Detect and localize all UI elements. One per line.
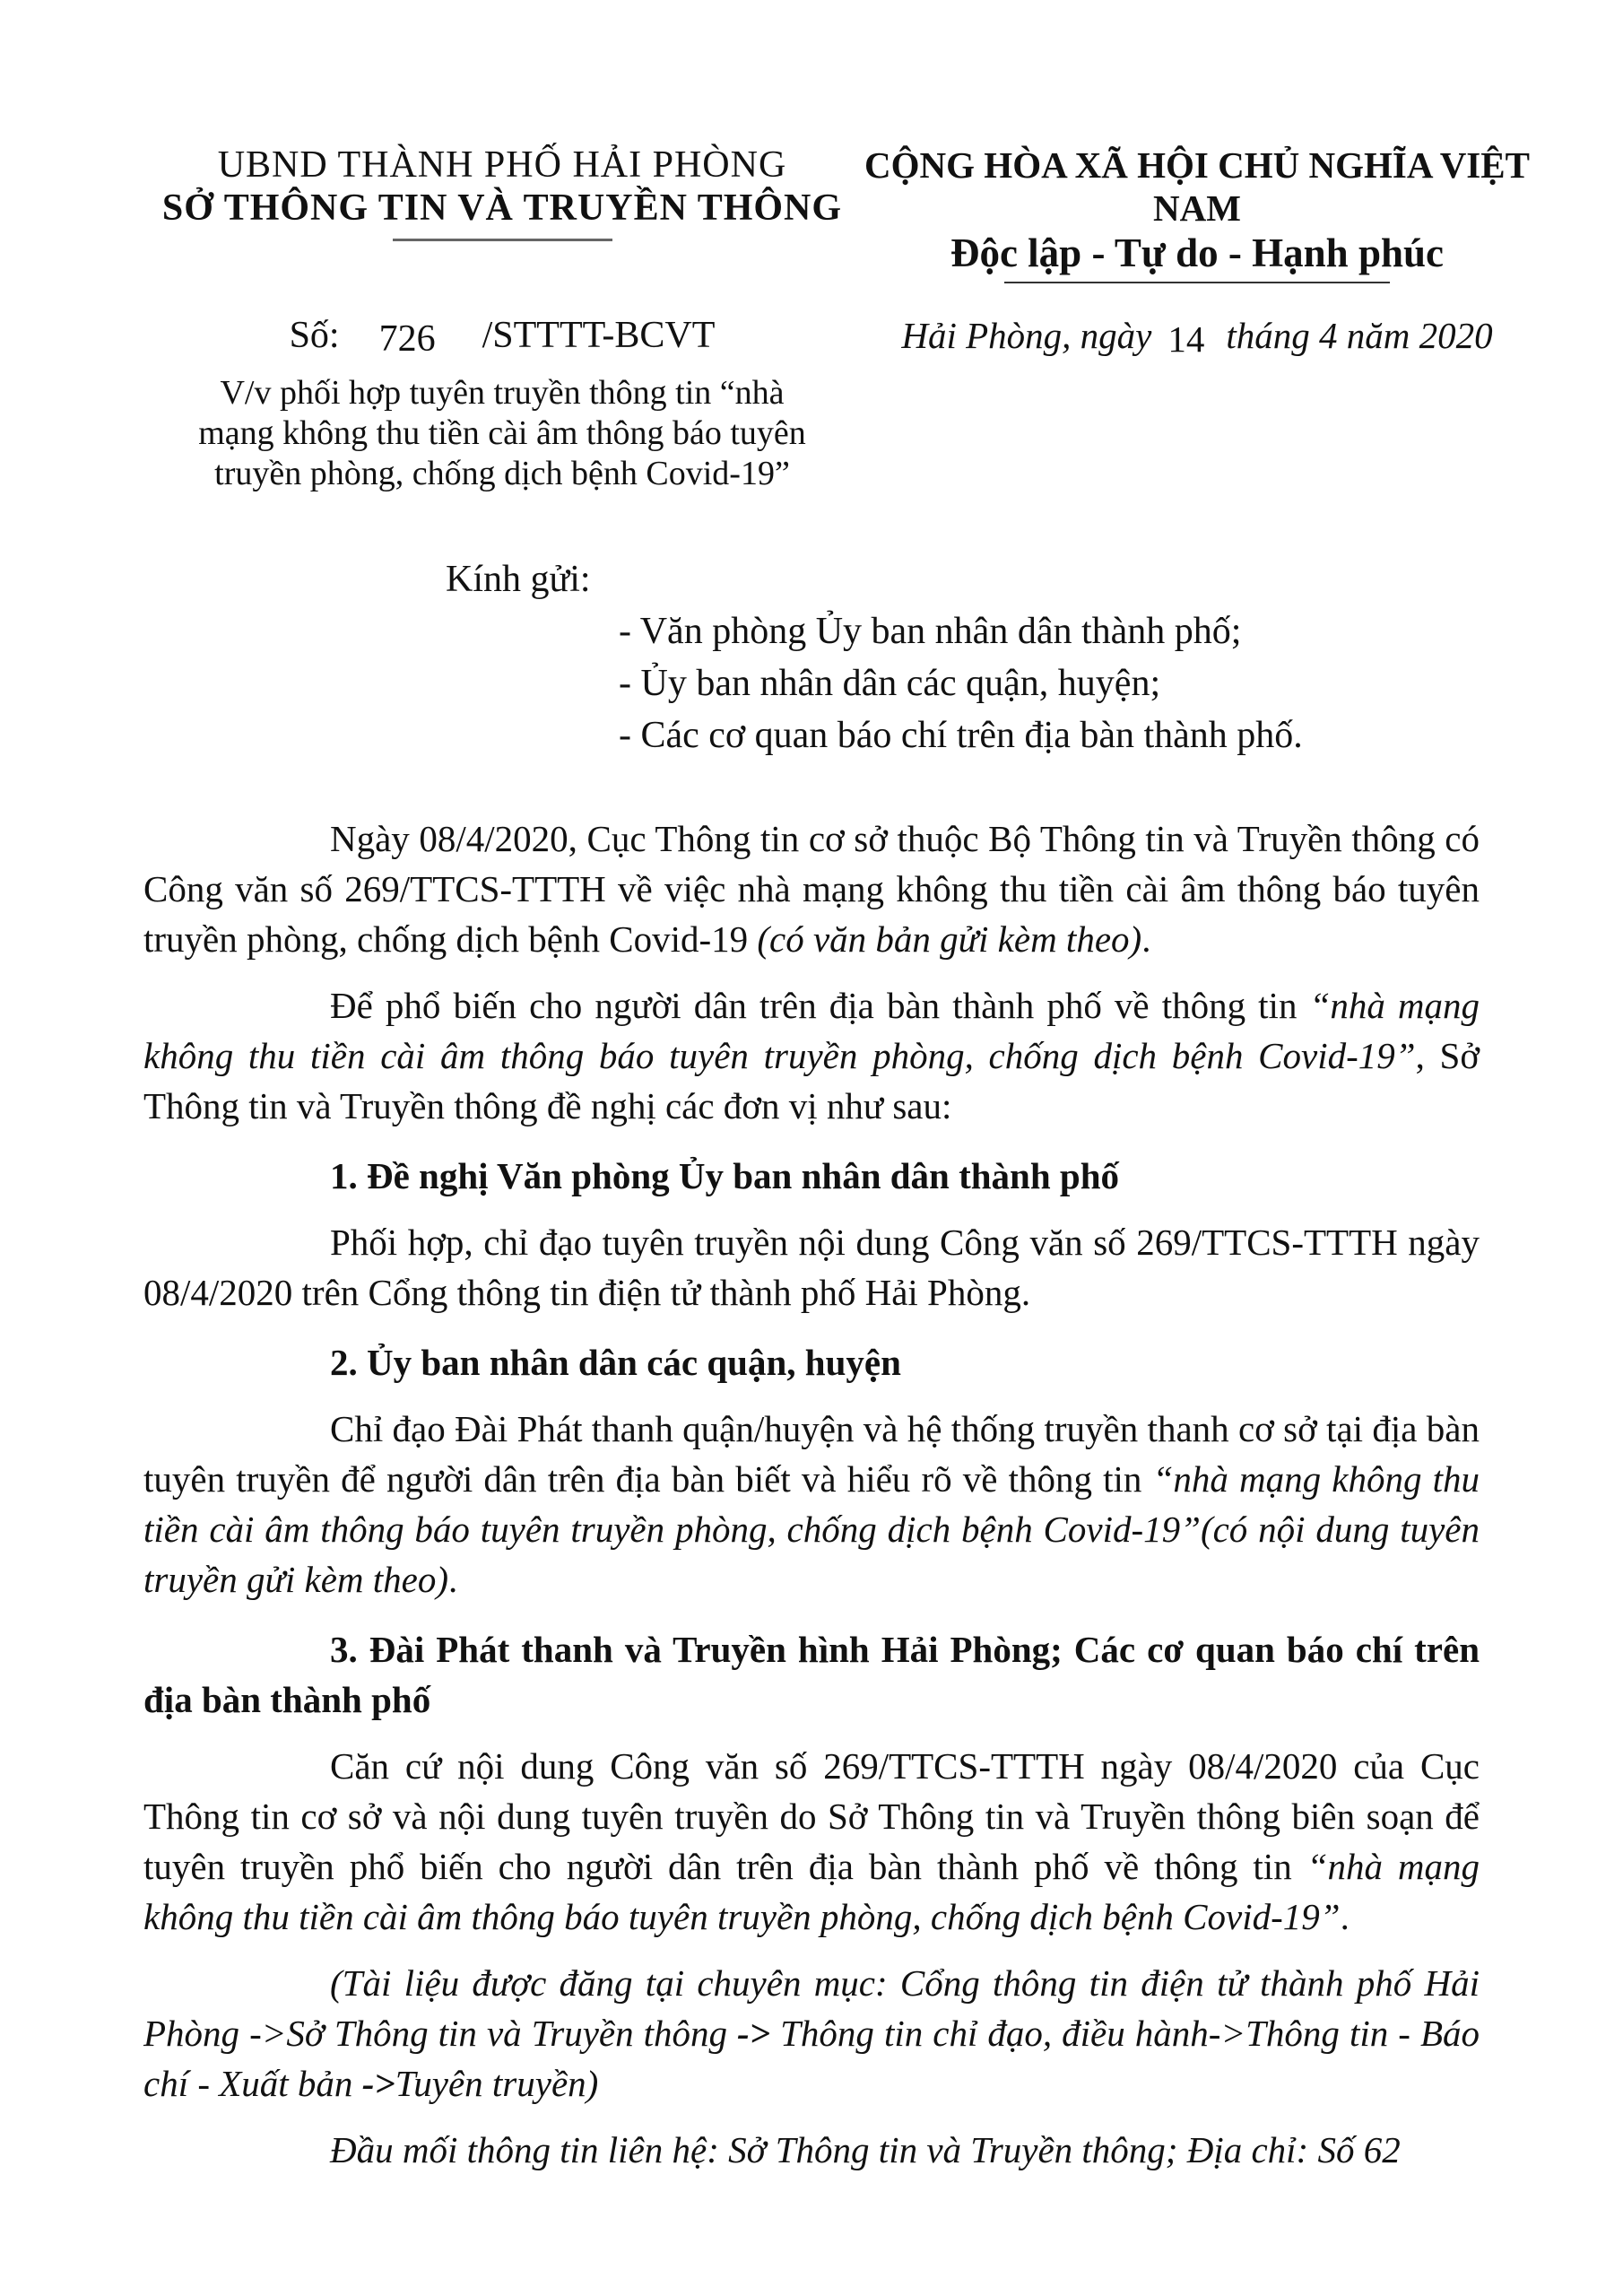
section-heading [143,1151,1480,1201]
paragraph [143,2125,1480,2175]
doc-number-label: Số: [289,315,340,356]
text-run: -> [361,2063,395,2104]
text-run: . [1141,918,1151,960]
date-day-value: 14 [1167,318,1205,360]
text-run: . [448,1559,458,1600]
document-number [143,314,861,360]
text-run: Tuyên truyền) [395,2063,599,2104]
org-name: SỞ THÔNG TIN VÀ TRUYỀN THÔNG [161,187,843,229]
place-date-prefix: Hải Phòng, ngày [901,315,1152,356]
text-run: (Tài liệu được đăng tại chuyên mục: Cổng thông tin điện tử thành phố Hải Phòng ->Sở Thông tin và Truyền thông [143,1962,1480,2054]
doc-meta-row [143,314,1533,360]
text-run: Phối hợp, chỉ đạo tuyên truyền nội dung Công văn số 269/TTCS-TTTH ngày 08/4/2020 trên Cổng thông tin điện tử thành phố Hải Phòng. [143,1222,1480,1313]
recipient-item: - Văn phòng Ủy ban nhân dân thành phố; [619,611,1242,652]
section-heading [143,1624,1480,1725]
paragraph [143,1217,1480,1318]
text-run: “nhà mạng không thu tiền cài âm thông báo tuyên truyền phòng, chống dịch bệnh Covid-19” [143,1846,1480,1937]
letter-header [143,144,1533,283]
text-run: Chỉ đạo Đài Phát thanh quận/huyện và hệ thống truyền thanh cơ sở tại địa bàn tuyên truyền để người dân trên địa bàn biết và hiểu rõ về thông tin [143,1408,1480,1500]
text-run: Để phổ biến cho người dân trên địa bàn thành phố về thông tin [330,985,1310,1026]
recipient-item: - Ủy ban nhân dân các quận, huyện; [619,663,1161,704]
text-run: -> [737,2013,771,2054]
paragraph [143,813,1480,964]
text-run: (có văn bản gửi kèm theo) [757,918,1142,960]
national-motto: Độc lập - Tự do - Hạnh phúc [950,230,1445,275]
motto-underline [1004,282,1390,283]
text-run: Đầu mối thông tin liên hệ: Sở Thông tin và Truyền thông; Địa chỉ: Số 62 [330,2129,1401,2170]
text-run: “nhà mạng không thu tiền cài âm thông báo tuyên truyền phòng, chống dịch bệnh Covid-19” [143,985,1480,1076]
issuing-org-block [143,144,861,283]
doc-number-suffix: /STTTT-BCVT [482,315,716,356]
doc-number-value: 726 [378,318,436,360]
letter-body [143,813,1480,2175]
section-heading [143,1337,1480,1387]
national-motto-block [861,144,1533,283]
subject-line: V/v phối hợp tuyên truyền thông tin “nhà mạng không thu tiền cài âm thông báo tuyên truyền phòng, chống dịch bệnh Covid-19” [198,374,806,492]
recipients-label: Kính gửi: [446,559,591,600]
text-run: 1. Đề nghị Văn phòng Ủy ban nhân dân thành phố [330,1155,1120,1196]
national-title: CỘNG HÒA XÃ HỘI CHỦ NGHĨA VIỆT NAM [864,144,1530,229]
paragraph [143,1741,1480,1942]
text-run: , Sở Thông tin và Truyền thông đề nghị các đơn vị như sau: [143,1035,1480,1126]
paragraph [143,980,1480,1131]
text-run: Căn cứ nội dung Công văn số 269/TTCS-TTTH ngày 08/4/2020 của Cục Thông tin cơ sở và nội dung tuyên truyền do Sở Thông tin và Truyền thông biên soạn để tuyên truyền phổ biến cho người dân trên địa bàn thành phố về thông tin [143,1745,1480,1887]
paragraph [143,1404,1480,1605]
text-run: 3. Đài Phát thanh và Truyền hình Hải Phòng; Các cơ quan báo chí trên địa bàn thành phố [143,1629,1480,1720]
place-and-date [861,314,1533,360]
text-run: . [1340,1896,1350,1937]
recipient-item: - Các cơ quan báo chí trên địa bàn thành phố. [619,715,1303,756]
org-parent-name: UBND THÀNH PHỐ HẢI PHÒNG [217,144,787,186]
place-date-suffix: tháng 4 năm 2020 [1226,315,1493,356]
recipients-block [143,553,1480,761]
text-run: Ngày 08/4/2020, Cục Thông tin cơ sở thuộc Bộ Thông tin và Truyền thông có Công văn số 269/TTCS-TTTH về việc nhà mạng không thu tiền cài âm thông báo tuyên truyền phòng, chống dịch bệnh Covid-19 [143,818,1480,960]
org-underline [393,239,612,241]
text-run: 2. Ủy ban nhân dân các quận, huyện [330,1342,901,1383]
paragraph [143,1958,1480,2109]
text-run: Thông tin chỉ đạo, điều hành->Thông tin - Báo chí - Xuất bản [143,2013,1480,2104]
text-run: “nhà mạng không thu tiền cài âm thông báo tuyên truyền phòng, chống dịch bệnh Covid-19”(có nội dung tuyên truyền gửi kèm theo) [143,1458,1480,1600]
